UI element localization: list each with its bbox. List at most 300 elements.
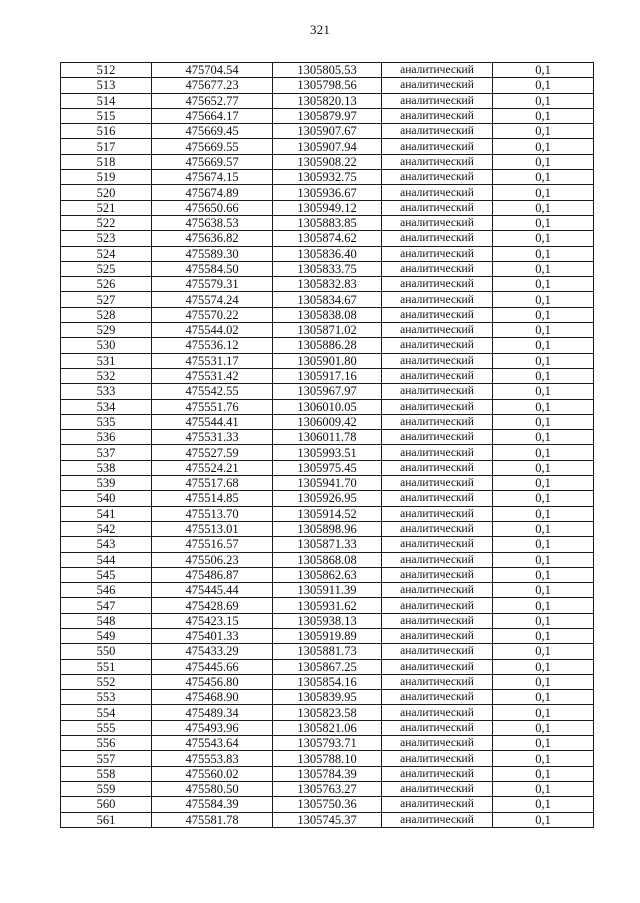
x-coordinate-cell: 475677.23: [152, 78, 273, 93]
x-coordinate-cell: 475581.78: [152, 812, 273, 827]
method-cell: аналитический: [382, 598, 493, 613]
point-number-cell: 536: [61, 430, 152, 445]
y-coordinate-cell: 1305798.56: [273, 78, 382, 93]
point-number-cell: 523: [61, 231, 152, 246]
accuracy-cell: 0,1: [493, 812, 594, 827]
method-cell: аналитический: [382, 766, 493, 781]
page-number: 321: [309, 22, 331, 37]
y-coordinate-cell: 1305833.75: [273, 261, 382, 276]
table-row: [61, 215, 594, 230]
y-coordinate-cell: 1305834.67: [273, 292, 382, 307]
accuracy-cell: 0,1: [493, 368, 594, 383]
y-coordinate-cell: 1305871.02: [273, 323, 382, 338]
x-coordinate-cell: 475536.12: [152, 338, 273, 353]
x-coordinate-cell: 475524.21: [152, 460, 273, 475]
method-cell: аналитический: [382, 246, 493, 261]
x-coordinate-cell: 475445.66: [152, 659, 273, 674]
point-number-cell: 531: [61, 353, 152, 368]
x-coordinate-cell: 475636.82: [152, 231, 273, 246]
x-coordinate-cell: 475531.42: [152, 368, 273, 383]
point-number-cell: 512: [61, 63, 152, 78]
x-coordinate-cell: 475428.69: [152, 598, 273, 613]
table-row: [61, 552, 594, 567]
x-coordinate-cell: 475493.96: [152, 720, 273, 735]
table-row: [61, 78, 594, 93]
x-coordinate-cell: 475527.59: [152, 445, 273, 460]
y-coordinate-cell: 1305926.95: [273, 491, 382, 506]
point-number-cell: 513: [61, 78, 152, 93]
point-number-cell: 518: [61, 154, 152, 169]
table-row: [61, 506, 594, 521]
y-coordinate-cell: 1305919.89: [273, 628, 382, 643]
accuracy-cell: 0,1: [493, 215, 594, 230]
table-row: [61, 751, 594, 766]
y-coordinate-cell: 1305898.96: [273, 521, 382, 536]
table-row: [61, 598, 594, 613]
y-coordinate-cell: 1305941.70: [273, 476, 382, 491]
x-coordinate-cell: 475589.30: [152, 246, 273, 261]
point-number-cell: 561: [61, 812, 152, 827]
y-coordinate-cell: 1306011.78: [273, 430, 382, 445]
table-row: [61, 231, 594, 246]
y-coordinate-cell: 1305908.22: [273, 154, 382, 169]
table-row: [61, 521, 594, 536]
method-cell: аналитический: [382, 736, 493, 751]
y-coordinate-cell: 1305914.52: [273, 506, 382, 521]
point-number-cell: 526: [61, 277, 152, 292]
y-coordinate-cell: 1306010.05: [273, 399, 382, 414]
accuracy-cell: 0,1: [493, 353, 594, 368]
point-number-cell: 514: [61, 93, 152, 108]
accuracy-cell: 0,1: [493, 185, 594, 200]
x-coordinate-cell: 475423.15: [152, 613, 273, 628]
point-number-cell: 528: [61, 307, 152, 322]
point-number-cell: 541: [61, 506, 152, 521]
x-coordinate-cell: 475456.80: [152, 674, 273, 689]
accuracy-cell: 0,1: [493, 154, 594, 169]
method-cell: аналитический: [382, 751, 493, 766]
point-number-cell: 520: [61, 185, 152, 200]
table-row: [61, 414, 594, 429]
y-coordinate-cell: 1305871.33: [273, 537, 382, 552]
accuracy-cell: 0,1: [493, 93, 594, 108]
point-number-cell: 551: [61, 659, 152, 674]
x-coordinate-cell: 475486.87: [152, 567, 273, 582]
accuracy-cell: 0,1: [493, 628, 594, 643]
point-number-cell: 537: [61, 445, 152, 460]
table-row: [61, 307, 594, 322]
point-number-cell: 545: [61, 567, 152, 582]
table-row: [61, 384, 594, 399]
x-coordinate-cell: 475664.17: [152, 108, 273, 123]
x-coordinate-cell: 475704.54: [152, 63, 273, 78]
method-cell: аналитический: [382, 277, 493, 292]
accuracy-cell: 0,1: [493, 583, 594, 598]
method-cell: аналитический: [382, 567, 493, 582]
y-coordinate-cell: 1305793.71: [273, 736, 382, 751]
x-coordinate-cell: 475543.64: [152, 736, 273, 751]
method-cell: аналитический: [382, 720, 493, 735]
method-cell: аналитический: [382, 78, 493, 93]
accuracy-cell: 0,1: [493, 338, 594, 353]
y-coordinate-cell: 1305820.13: [273, 93, 382, 108]
point-number-cell: 539: [61, 476, 152, 491]
table-row: [61, 567, 594, 582]
table-row: [61, 736, 594, 751]
method-cell: аналитический: [382, 63, 493, 78]
y-coordinate-cell: 1305881.73: [273, 644, 382, 659]
point-number-cell: 557: [61, 751, 152, 766]
method-cell: аналитический: [382, 445, 493, 460]
table-row: [61, 430, 594, 445]
accuracy-cell: 0,1: [493, 613, 594, 628]
table-row: [61, 108, 594, 123]
point-number-cell: 525: [61, 261, 152, 276]
accuracy-cell: 0,1: [493, 552, 594, 567]
y-coordinate-cell: 1305917.16: [273, 368, 382, 383]
y-coordinate-cell: 1305901.80: [273, 353, 382, 368]
accuracy-cell: 0,1: [493, 292, 594, 307]
y-coordinate-cell: 1305805.53: [273, 63, 382, 78]
table-row: [61, 781, 594, 796]
method-cell: аналитический: [382, 674, 493, 689]
accuracy-cell: 0,1: [493, 307, 594, 322]
method-cell: аналитический: [382, 368, 493, 383]
y-coordinate-cell: 1305874.62: [273, 231, 382, 246]
method-cell: аналитический: [382, 307, 493, 322]
y-coordinate-cell: 1305788.10: [273, 751, 382, 766]
point-number-cell: 534: [61, 399, 152, 414]
y-coordinate-cell: 1305907.67: [273, 124, 382, 139]
accuracy-cell: 0,1: [493, 567, 594, 582]
method-cell: аналитический: [382, 476, 493, 491]
y-coordinate-cell: 1305932.75: [273, 170, 382, 185]
method-cell: аналитический: [382, 644, 493, 659]
point-number-cell: 533: [61, 384, 152, 399]
method-cell: аналитический: [382, 384, 493, 399]
method-cell: аналитический: [382, 261, 493, 276]
method-cell: аналитический: [382, 185, 493, 200]
x-coordinate-cell: 475674.89: [152, 185, 273, 200]
accuracy-cell: 0,1: [493, 781, 594, 796]
table-row: [61, 170, 594, 185]
x-coordinate-cell: 475517.68: [152, 476, 273, 491]
y-coordinate-cell: 1305975.45: [273, 460, 382, 475]
method-cell: аналитический: [382, 491, 493, 506]
accuracy-cell: 0,1: [493, 491, 594, 506]
accuracy-cell: 0,1: [493, 277, 594, 292]
x-coordinate-cell: 475560.02: [152, 766, 273, 781]
x-coordinate-cell: 475650.66: [152, 200, 273, 215]
method-cell: аналитический: [382, 583, 493, 598]
accuracy-cell: 0,1: [493, 78, 594, 93]
table-row: [61, 277, 594, 292]
point-number-cell: 519: [61, 170, 152, 185]
accuracy-cell: 0,1: [493, 766, 594, 781]
x-coordinate-cell: 475516.57: [152, 537, 273, 552]
coordinates-table-body: [61, 63, 594, 828]
table-row: [61, 200, 594, 215]
accuracy-cell: 0,1: [493, 170, 594, 185]
accuracy-cell: 0,1: [493, 598, 594, 613]
point-number-cell: 548: [61, 613, 152, 628]
table-row: [61, 124, 594, 139]
point-number-cell: 546: [61, 583, 152, 598]
method-cell: аналитический: [382, 613, 493, 628]
accuracy-cell: 0,1: [493, 705, 594, 720]
table-row: [61, 797, 594, 812]
table-row: [61, 93, 594, 108]
point-number-cell: 524: [61, 246, 152, 261]
method-cell: аналитический: [382, 460, 493, 475]
table-row: [61, 476, 594, 491]
table-row: [61, 261, 594, 276]
method-cell: аналитический: [382, 521, 493, 536]
y-coordinate-cell: 1305854.16: [273, 674, 382, 689]
table-row: [61, 460, 594, 475]
accuracy-cell: 0,1: [493, 644, 594, 659]
table-row: [61, 628, 594, 643]
method-cell: аналитический: [382, 154, 493, 169]
accuracy-cell: 0,1: [493, 690, 594, 705]
method-cell: аналитический: [382, 628, 493, 643]
y-coordinate-cell: 1305911.39: [273, 583, 382, 598]
y-coordinate-cell: 1305832.83: [273, 277, 382, 292]
method-cell: аналитический: [382, 659, 493, 674]
y-coordinate-cell: 1305879.97: [273, 108, 382, 123]
x-coordinate-cell: 475669.45: [152, 124, 273, 139]
coordinates-table: [60, 62, 594, 828]
method-cell: аналитический: [382, 93, 493, 108]
table-row: [61, 690, 594, 705]
table-row: [61, 644, 594, 659]
accuracy-cell: 0,1: [493, 108, 594, 123]
table-row: [61, 323, 594, 338]
y-coordinate-cell: 1305823.58: [273, 705, 382, 720]
point-number-cell: 522: [61, 215, 152, 230]
table-row: [61, 368, 594, 383]
y-coordinate-cell: 1305836.40: [273, 246, 382, 261]
method-cell: аналитический: [382, 690, 493, 705]
y-coordinate-cell: 1305750.36: [273, 797, 382, 812]
y-coordinate-cell: 1305907.94: [273, 139, 382, 154]
point-number-cell: 540: [61, 491, 152, 506]
point-number-cell: 544: [61, 552, 152, 567]
accuracy-cell: 0,1: [493, 63, 594, 78]
x-coordinate-cell: 475669.55: [152, 139, 273, 154]
method-cell: аналитический: [382, 552, 493, 567]
x-coordinate-cell: 475544.02: [152, 323, 273, 338]
table-row: [61, 338, 594, 353]
method-cell: аналитический: [382, 170, 493, 185]
method-cell: аналитический: [382, 430, 493, 445]
method-cell: аналитический: [382, 338, 493, 353]
point-number-cell: 552: [61, 674, 152, 689]
method-cell: аналитический: [382, 139, 493, 154]
accuracy-cell: 0,1: [493, 200, 594, 215]
method-cell: аналитический: [382, 537, 493, 552]
x-coordinate-cell: 475514.85: [152, 491, 273, 506]
y-coordinate-cell: 1305862.63: [273, 567, 382, 582]
point-number-cell: 559: [61, 781, 152, 796]
x-coordinate-cell: 475652.77: [152, 93, 273, 108]
method-cell: аналитический: [382, 797, 493, 812]
accuracy-cell: 0,1: [493, 476, 594, 491]
method-cell: аналитический: [382, 323, 493, 338]
accuracy-cell: 0,1: [493, 323, 594, 338]
x-coordinate-cell: 475551.76: [152, 399, 273, 414]
accuracy-cell: 0,1: [493, 399, 594, 414]
point-number-cell: 538: [61, 460, 152, 475]
point-number-cell: 515: [61, 108, 152, 123]
accuracy-cell: 0,1: [493, 445, 594, 460]
x-coordinate-cell: 475433.29: [152, 644, 273, 659]
y-coordinate-cell: 1305838.08: [273, 307, 382, 322]
x-coordinate-cell: 475674.15: [152, 170, 273, 185]
point-number-cell: 535: [61, 414, 152, 429]
x-coordinate-cell: 475584.39: [152, 797, 273, 812]
method-cell: аналитический: [382, 414, 493, 429]
accuracy-cell: 0,1: [493, 674, 594, 689]
table-row: [61, 139, 594, 154]
x-coordinate-cell: 475531.33: [152, 430, 273, 445]
x-coordinate-cell: 475489.34: [152, 705, 273, 720]
accuracy-cell: 0,1: [493, 430, 594, 445]
point-number-cell: 558: [61, 766, 152, 781]
accuracy-cell: 0,1: [493, 506, 594, 521]
x-coordinate-cell: 475553.83: [152, 751, 273, 766]
y-coordinate-cell: 1305867.25: [273, 659, 382, 674]
table-row: [61, 705, 594, 720]
y-coordinate-cell: 1305886.28: [273, 338, 382, 353]
accuracy-cell: 0,1: [493, 246, 594, 261]
point-number-cell: 530: [61, 338, 152, 353]
method-cell: аналитический: [382, 108, 493, 123]
x-coordinate-cell: 475580.50: [152, 781, 273, 796]
method-cell: аналитический: [382, 353, 493, 368]
table-row: [61, 674, 594, 689]
accuracy-cell: 0,1: [493, 797, 594, 812]
point-number-cell: 560: [61, 797, 152, 812]
point-number-cell: 553: [61, 690, 152, 705]
table-row: [61, 613, 594, 628]
point-number-cell: 556: [61, 736, 152, 751]
y-coordinate-cell: 1305745.37: [273, 812, 382, 827]
x-coordinate-cell: 475401.33: [152, 628, 273, 643]
x-coordinate-cell: 475513.70: [152, 506, 273, 521]
y-coordinate-cell: 1305949.12: [273, 200, 382, 215]
point-number-cell: 549: [61, 628, 152, 643]
x-coordinate-cell: 475468.90: [152, 690, 273, 705]
y-coordinate-cell: 1305868.08: [273, 552, 382, 567]
method-cell: аналитический: [382, 705, 493, 720]
accuracy-cell: 0,1: [493, 460, 594, 475]
y-coordinate-cell: 1305993.51: [273, 445, 382, 460]
accuracy-cell: 0,1: [493, 384, 594, 399]
x-coordinate-cell: 475579.31: [152, 277, 273, 292]
table-row: [61, 766, 594, 781]
accuracy-cell: 0,1: [493, 124, 594, 139]
accuracy-cell: 0,1: [493, 736, 594, 751]
table-row: [61, 154, 594, 169]
accuracy-cell: 0,1: [493, 659, 594, 674]
accuracy-cell: 0,1: [493, 414, 594, 429]
method-cell: аналитический: [382, 781, 493, 796]
method-cell: аналитический: [382, 292, 493, 307]
x-coordinate-cell: 475584.50: [152, 261, 273, 276]
point-number-cell: 543: [61, 537, 152, 552]
table-row: [61, 399, 594, 414]
x-coordinate-cell: 475570.22: [152, 307, 273, 322]
point-number-cell: 521: [61, 200, 152, 215]
y-coordinate-cell: 1305967.97: [273, 384, 382, 399]
table-row: [61, 583, 594, 598]
point-number-cell: 516: [61, 124, 152, 139]
accuracy-cell: 0,1: [493, 751, 594, 766]
point-number-cell: 542: [61, 521, 152, 536]
y-coordinate-cell: 1305821.06: [273, 720, 382, 735]
accuracy-cell: 0,1: [493, 521, 594, 536]
table-row: [61, 720, 594, 735]
accuracy-cell: 0,1: [493, 537, 594, 552]
method-cell: аналитический: [382, 124, 493, 139]
point-number-cell: 517: [61, 139, 152, 154]
x-coordinate-cell: 475506.23: [152, 552, 273, 567]
table-row: [61, 659, 594, 674]
x-coordinate-cell: 475542.55: [152, 384, 273, 399]
table-row: [61, 812, 594, 827]
table-row: [61, 63, 594, 78]
y-coordinate-cell: 1305839.95: [273, 690, 382, 705]
table-row: [61, 246, 594, 261]
table-row: [61, 185, 594, 200]
point-number-cell: 529: [61, 323, 152, 338]
point-number-cell: 527: [61, 292, 152, 307]
x-coordinate-cell: 475544.41: [152, 414, 273, 429]
point-number-cell: 547: [61, 598, 152, 613]
point-number-cell: 550: [61, 644, 152, 659]
method-cell: аналитический: [382, 812, 493, 827]
x-coordinate-cell: 475669.57: [152, 154, 273, 169]
table-row: [61, 292, 594, 307]
table-row: [61, 491, 594, 506]
y-coordinate-cell: 1305938.13: [273, 613, 382, 628]
method-cell: аналитический: [382, 200, 493, 215]
method-cell: аналитический: [382, 231, 493, 246]
point-number-cell: 554: [61, 705, 152, 720]
table-row: [61, 445, 594, 460]
point-number-cell: 532: [61, 368, 152, 383]
y-coordinate-cell: 1305883.85: [273, 215, 382, 230]
x-coordinate-cell: 475638.53: [152, 215, 273, 230]
x-coordinate-cell: 475574.24: [152, 292, 273, 307]
accuracy-cell: 0,1: [493, 231, 594, 246]
y-coordinate-cell: 1305763.27: [273, 781, 382, 796]
point-number-cell: 555: [61, 720, 152, 735]
x-coordinate-cell: 475513.01: [152, 521, 273, 536]
accuracy-cell: 0,1: [493, 720, 594, 735]
x-coordinate-cell: 475445.44: [152, 583, 273, 598]
table-row: [61, 537, 594, 552]
y-coordinate-cell: 1305931.62: [273, 598, 382, 613]
table-row: [61, 353, 594, 368]
method-cell: аналитический: [382, 399, 493, 414]
method-cell: аналитический: [382, 506, 493, 521]
y-coordinate-cell: 1305936.67: [273, 185, 382, 200]
accuracy-cell: 0,1: [493, 139, 594, 154]
y-coordinate-cell: 1306009.42: [273, 414, 382, 429]
y-coordinate-cell: 1305784.39: [273, 766, 382, 781]
